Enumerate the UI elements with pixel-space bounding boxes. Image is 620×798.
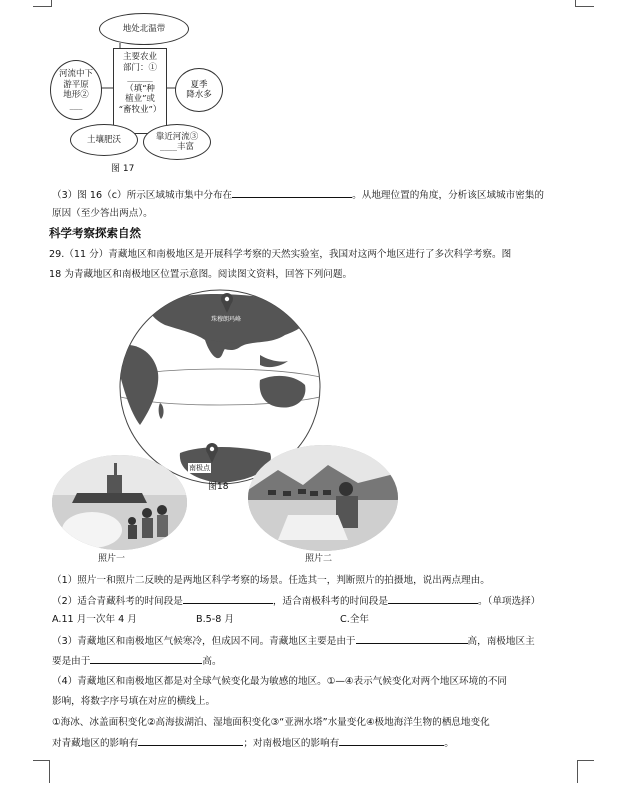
q4-line4: 对青藏地区的影响有 ；对南极地区的影响有 。 bbox=[52, 735, 454, 750]
q4-line3: ①海冰、冰盖面积变化②高海拔湖泊、湿地面积变化③“亚洲水塔”水量变化④极地海洋生物的栖息地变化 bbox=[52, 717, 490, 728]
q4-blank-nanji[interactable] bbox=[339, 735, 444, 746]
q3b-line1: （3）青藏地区和南极地区气候寒冷，但成因不同。青藏地区主要是由于 高，南极地区主 bbox=[52, 633, 535, 648]
q1-text: （1）照片一和照片二反映的是两地区科学考察的场景。任选其一，判断照片的拍摄地，说出两点理由。 bbox=[52, 575, 490, 586]
q2-blank-nanji[interactable] bbox=[388, 593, 478, 604]
fig17-bottom-left-oval: 土壤肥沃 bbox=[70, 124, 138, 156]
fig17-center-box: 主要农业 部门：① ______ （填“种 植业”或 “畜牧业”） bbox=[113, 48, 167, 134]
photo-one-image bbox=[52, 455, 187, 550]
section-title: 科学考察探索自然 bbox=[49, 226, 141, 240]
photo-one-caption: 照片一 bbox=[98, 554, 126, 564]
q3b-blank-qingzang[interactable] bbox=[356, 633, 468, 644]
q4-line2: 影响，将数字序号填在对应的横线上。 bbox=[52, 696, 216, 707]
q3b-blank-nanji[interactable] bbox=[90, 653, 202, 664]
figure-17 bbox=[45, 8, 245, 178]
photo-two-caption: 照片二 bbox=[305, 554, 333, 564]
fig17-top-oval: 地处北温带 bbox=[99, 13, 189, 45]
fig17-left-oval: 河流中下 游平原 地形② ___ bbox=[50, 60, 102, 120]
photo-one bbox=[52, 455, 187, 550]
q3-blank[interactable] bbox=[232, 187, 352, 198]
q2-option-b[interactable]: B.5-8 月 bbox=[196, 614, 234, 625]
fig18-caption: 图18 bbox=[208, 482, 229, 492]
label-everest: 珠穆朗玛峰 bbox=[211, 316, 242, 323]
q3-line2: 原因（至少答出两点）。 bbox=[52, 208, 153, 219]
fig17-bottom-right-oval: 靠近河流③ ____丰富 bbox=[143, 124, 211, 160]
q2-option-c[interactable]: C.全年 bbox=[340, 614, 369, 625]
fig17-right-oval: 夏季 降水多 bbox=[175, 68, 223, 112]
q29-line1: 29.（11 分）青藏地区和南极地区是开展科学考察的天然实验室，我国对这两个地区进行了多次科学考察。图 bbox=[49, 249, 512, 260]
photo-two-image bbox=[248, 445, 398, 551]
corner-mark-top-left bbox=[33, 0, 52, 7]
corner-mark-bottom-right bbox=[577, 760, 594, 783]
photo-two bbox=[248, 445, 398, 551]
q3-line1: （3）图 16（c）所示区域城市集中分布在 。从地理位置的角度，分析该区域城市密集的 bbox=[52, 187, 544, 202]
q4-blank-qingzang[interactable] bbox=[138, 735, 243, 746]
q3b-line2: 要是由于 高。 bbox=[52, 653, 222, 668]
fig17-caption: 图 17 bbox=[111, 164, 135, 174]
q2-option-a[interactable]: A.11 月一次年 4 月 bbox=[52, 614, 137, 625]
corner-mark-bottom-left bbox=[33, 760, 50, 783]
q4-line1: （4）青藏地区和南极地区都是对全球气候变化最为敏感的地区。①—④表示气候变化对两个地区环境的不同 bbox=[52, 676, 508, 687]
q2-line1: （2）适合青藏科考的时间段是 ，适合南极科考的时间段是 。（单项选择） bbox=[52, 593, 540, 608]
label-south-pole: 南极点 bbox=[189, 464, 210, 472]
q29-line2: 18 为青藏地区和南极地区位置示意图。阅读图文资料，回答下列问题。 bbox=[49, 269, 353, 280]
q2-blank-qingzang[interactable] bbox=[183, 593, 273, 604]
corner-mark-top-right bbox=[575, 0, 594, 7]
